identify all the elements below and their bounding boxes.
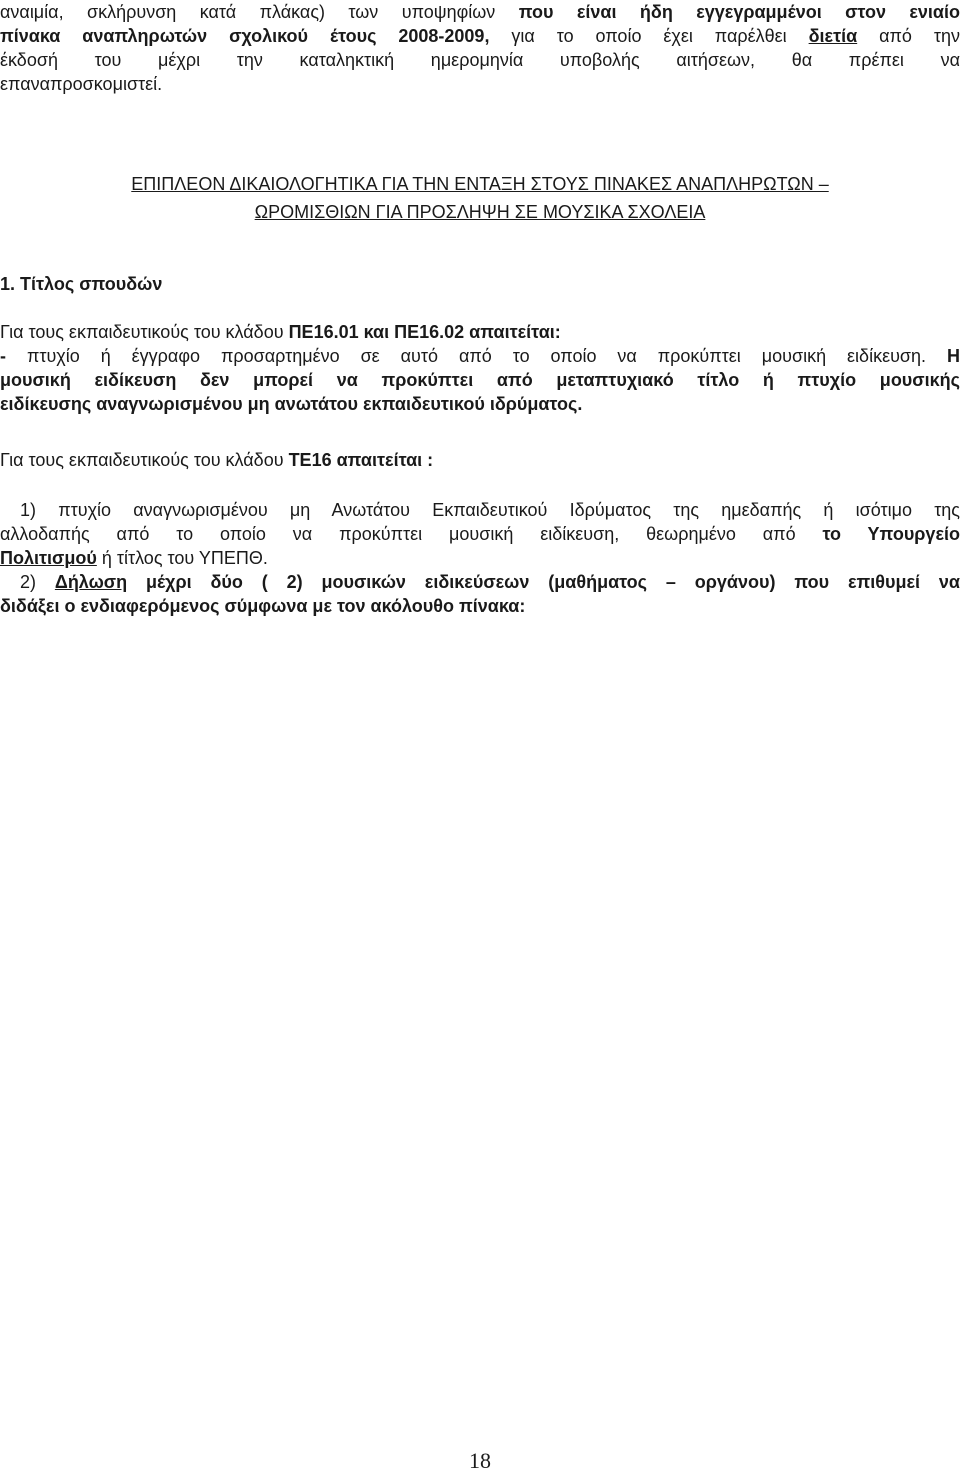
intro-text: αναιμία, σκλήρυνση κατά πλάκας) των υποψηφίων — [0, 2, 519, 22]
intro-line-2 — [0, 24, 960, 48]
te16-item-2-number: 2) — [20, 572, 55, 592]
te16-intro-line — [0, 448, 960, 472]
te16-item-1-line-1: 1) πτυχίο αναγνωρισμένου μη Ανωτάτου Εκπαιδευτικού Ιδρύματος της ημεδαπής ή ισότιμο της — [20, 500, 960, 520]
te16-intro-text: Για τους εκπαιδευτικούς του κλάδου — [0, 450, 289, 470]
pe16-bold-text: Η — [947, 346, 960, 366]
pe16-line-3: ειδίκευσης αναγνωρισμένου μη ανωτάτου εκπαιδευτικού ιδρύματος. — [0, 394, 583, 414]
pe16-intro-bold: ΠΕ16.01 και ΠΕ16.02 απαιτείται: — [288, 322, 561, 342]
te16-item-1-text: αλλοδαπής από το οποίο να προκύπτει μουσική ειδίκευση, θεωρημένο από — [0, 524, 823, 544]
pe16-line-1 — [0, 344, 960, 368]
te16-item-1-underlined: Πολιτισμού — [0, 548, 97, 568]
te16-intro-bold: ΤΕ16 απαιτείται : — [288, 450, 434, 470]
te16-items — [0, 498, 960, 618]
intro-bold-text: που είναι ήδη εγγεγραμμένοι στον ενιαίο — [518, 2, 960, 22]
intro-underlined-text: διετία — [808, 26, 858, 46]
section-heading — [0, 170, 960, 226]
intro-text: από την — [857, 26, 960, 46]
intro-line-3: έκδοσή του μέχρι την καταληκτική ημερομηνία υποβολής αιτήσεων, θα πρέπει να — [0, 50, 960, 70]
intro-paragraph — [0, 0, 960, 96]
pe16-paragraph — [0, 320, 960, 416]
pe16-dash: - — [0, 346, 27, 366]
intro-line-4: επαναπροσκομιστεί. — [0, 74, 163, 94]
te16-intro — [0, 448, 960, 472]
intro-text: για το οποίο έχει παρέλθει — [489, 26, 809, 46]
te16-item-2-line-1 — [0, 570, 960, 594]
pe16-text: πτυχίο ή έγγραφο προσαρτημένο σε αυτό από το οποίο να προκύπτει μουσική ειδίκευση. — [26, 346, 947, 366]
intro-bold-text: πίνακα αναπληρωτών σχολικού έτους 2008-2009, — [0, 26, 490, 46]
section-heading-line-2: ΩΡΟΜΙΣΘΙΩΝ ΓΙΑ ΠΡΟΣΛΗΨΗ ΣΕ ΜΟΥΣΙΚΑ ΣΧΟΛΕΙΑ — [254, 202, 706, 222]
te16-item-1-text: ή τίτλος του ΥΠΕΠΘ. — [96, 548, 268, 568]
pe16-line-2: μουσική ειδίκευση δεν μπορεί να προκύπτει από μεταπτυχιακό τίτλο ή πτυχίο μουσικής — [0, 370, 960, 390]
pe16-intro-text: Για τους εκπαιδευτικούς του κλάδου — [0, 322, 289, 342]
te16-item-2-line-2: διδάξει ο ενδιαφερόμενος σύμφωνα με τον ακόλουθο πίνακα: — [0, 596, 526, 616]
intro-line-1 — [0, 0, 960, 24]
pe16-intro-line — [0, 320, 960, 344]
section-1-title — [0, 272, 960, 296]
te16-item-2-underlined: Δήλωση — [54, 572, 128, 592]
te16-item-1-line-3 — [0, 546, 960, 570]
te16-item-1-line-2 — [0, 522, 960, 546]
section-heading-line-1: ΕΠΙΠΛΕΟΝ ΔΙΚΑΙΟΛΟΓΗΤΙΚΑ ΓΙΑ ΤΗΝ ΕΝΤΑΞΗ ΣΤΟΥΣ ΠΙΝΑΚΕΣ ΑΝΑΠΛΗΡΩΤΩΝ – — [131, 174, 829, 194]
te16-item-2-bold: μέχρι δύο ( 2) μουσικών ειδικεύσεων (μαθήματος – οργάνου) που επιθυμεί να — [127, 572, 960, 592]
section-1-title-text: 1. Τίτλος σπουδών — [0, 274, 163, 294]
te16-item-1-bold: το Υπουργείο — [822, 524, 960, 544]
page-number: 18 — [469, 1448, 491, 1473]
